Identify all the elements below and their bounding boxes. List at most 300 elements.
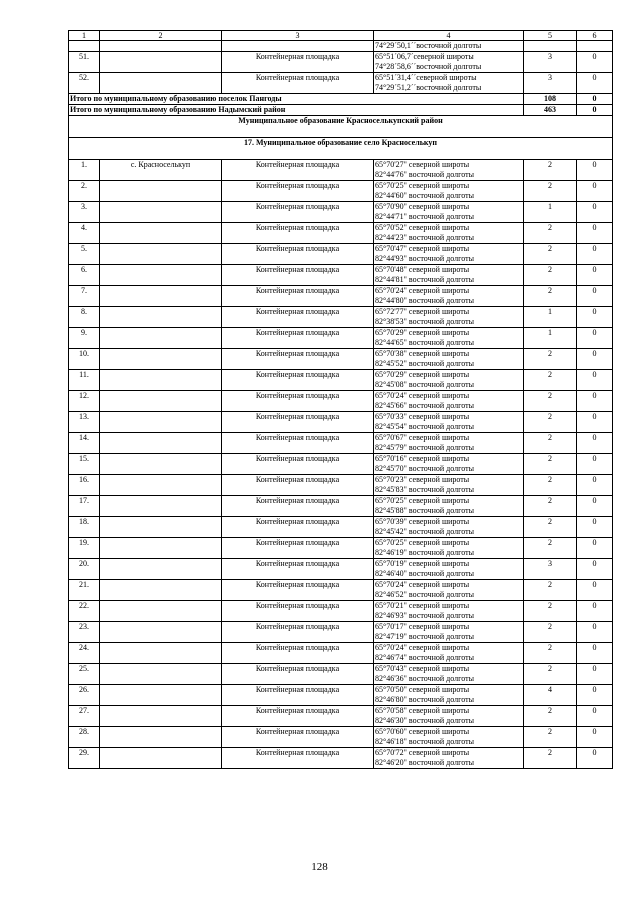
- site-type-cell: Контейнерная площадка: [222, 538, 374, 559]
- row-number: 26.: [69, 685, 100, 706]
- settlement-cell: [100, 580, 222, 601]
- settlement-cell: [100, 52, 222, 73]
- container-count-cell: 2: [524, 643, 577, 664]
- row-number: 2.: [69, 181, 100, 202]
- table-row: [69, 748, 613, 769]
- site-type-cell: Контейнерная площадка: [222, 244, 374, 265]
- longitude-text: 82°46'93" восточной долготы: [375, 611, 474, 620]
- container-count-cell: 1: [524, 328, 577, 349]
- row-number: 4.: [69, 223, 100, 244]
- subsection-row: [69, 138, 613, 160]
- coordinates-cell: [374, 475, 524, 496]
- settlement-cell: [100, 496, 222, 517]
- container-volume-cell: 0: [577, 748, 613, 769]
- longitude-text: 82°45'52" восточной долготы: [375, 359, 474, 368]
- settlement-cell: [100, 664, 222, 685]
- table-row: [69, 580, 613, 601]
- container-volume-cell: 0: [577, 685, 613, 706]
- row-number: 14.: [69, 433, 100, 454]
- site-type-cell: Контейнерная площадка: [222, 643, 374, 664]
- settlement-cell: [100, 538, 222, 559]
- container-count-cell: 3: [524, 73, 577, 94]
- latitude-text: 65°70'24" северной широты: [375, 643, 470, 652]
- longitude-text: 82°44'23" восточной долготы: [375, 233, 474, 242]
- settlement-cell: [100, 727, 222, 748]
- longitude-text: 82°45'83" восточной долготы: [375, 485, 474, 494]
- table-row: [69, 181, 613, 202]
- site-type-cell: Контейнерная площадка: [222, 181, 374, 202]
- row-number: 3.: [69, 202, 100, 223]
- row-number: 19.: [69, 538, 100, 559]
- container-volume-cell: 0: [577, 433, 613, 454]
- latitude-text: 65°70'29" северной широты: [375, 370, 470, 379]
- site-type-cell: Контейнерная площадка: [222, 52, 374, 73]
- container-count-cell: 2: [524, 370, 577, 391]
- latitude-text: 65°70'24" северной широты: [375, 391, 470, 400]
- table-row: [69, 160, 613, 181]
- page-number: 128: [311, 861, 328, 873]
- row-number: 16.: [69, 475, 100, 496]
- site-type-cell: Контейнерная площадка: [222, 307, 374, 328]
- container-count-cell: 3: [524, 52, 577, 73]
- row-number: 9.: [69, 328, 100, 349]
- container-volume-cell: 0: [577, 622, 613, 643]
- row-number: 5.: [69, 244, 100, 265]
- site-type-cell: Контейнерная площадка: [222, 685, 374, 706]
- container-count-cell: 2: [524, 496, 577, 517]
- site-type-cell: Контейнерная площадка: [222, 73, 374, 94]
- coordinates-cell: [374, 349, 524, 370]
- table-row: [69, 202, 613, 223]
- latitude-text: 65°70'23" северной широты: [375, 475, 470, 484]
- coordinates-cell: [374, 517, 524, 538]
- latitude-text: 65°70'90" северной широты: [375, 202, 470, 211]
- longitude-text: 82°45'88" восточной долготы: [375, 506, 474, 515]
- container-volume-cell: 0: [577, 181, 613, 202]
- coordinates-cell: [374, 391, 524, 412]
- container-count-cell: 2: [524, 748, 577, 769]
- container-count-cell: [524, 41, 577, 52]
- total-volume: 0: [577, 94, 613, 105]
- settlement-cell: [100, 559, 222, 580]
- latitude-text: 65°70'24" северной широты: [375, 286, 470, 295]
- total-row: [69, 105, 613, 116]
- longitude-text: 82°44'65" восточной долготы: [375, 338, 474, 347]
- container-volume-cell: 0: [577, 412, 613, 433]
- container-volume-cell: 0: [577, 328, 613, 349]
- container-volume-cell: 0: [577, 160, 613, 181]
- longitude-text: 82°46'19" восточной долготы: [375, 548, 474, 557]
- container-volume-cell: 0: [577, 391, 613, 412]
- container-count-cell: 2: [524, 622, 577, 643]
- row-number: [69, 41, 100, 52]
- row-number: 17.: [69, 496, 100, 517]
- row-number: 24.: [69, 643, 100, 664]
- coordinates-cell: [374, 685, 524, 706]
- coordinates-cell: [374, 706, 524, 727]
- container-volume-cell: 0: [577, 52, 613, 73]
- longitude-text: 82°45'08" восточной долготы: [375, 380, 474, 389]
- container-volume-cell: 0: [577, 727, 613, 748]
- container-volume-cell: 0: [577, 349, 613, 370]
- table-row: [69, 643, 613, 664]
- table-row: [69, 286, 613, 307]
- longitude-text: 82°38'53" восточной долготы: [375, 317, 474, 326]
- table-row: [69, 622, 613, 643]
- site-type-cell: Контейнерная площадка: [222, 412, 374, 433]
- coordinates-cell: [374, 160, 524, 181]
- longitude-text: 82°44'80" восточной долготы: [375, 296, 474, 305]
- row-number: 10.: [69, 349, 100, 370]
- section-title: Муниципальное образование Красноселькупский район: [69, 116, 613, 138]
- latitude-text: 65°70'27" северной широты: [375, 160, 470, 169]
- container-count-cell: 1: [524, 307, 577, 328]
- coordinates-cell: [374, 643, 524, 664]
- row-number: 25.: [69, 664, 100, 685]
- longitude-text: 82°44'71" восточной долготы: [375, 212, 474, 221]
- longitude-text: 82°46'30" восточной долготы: [375, 716, 474, 725]
- site-type-cell: Контейнерная площадка: [222, 370, 374, 391]
- table-row: [69, 73, 613, 94]
- settlement-cell: [100, 622, 222, 643]
- container-count-cell: 2: [524, 475, 577, 496]
- row-number: 22.: [69, 601, 100, 622]
- container-count-cell: 2: [524, 433, 577, 454]
- row-number: 27.: [69, 706, 100, 727]
- table-row: [69, 538, 613, 559]
- table-row: [69, 349, 613, 370]
- row-number: 15.: [69, 454, 100, 475]
- settlement-cell: [100, 307, 222, 328]
- container-volume-cell: 0: [577, 307, 613, 328]
- total-label: Итого по муниципальному образованию Надымский район: [69, 105, 524, 116]
- settlement-cell: [100, 265, 222, 286]
- site-type-cell: Контейнерная площадка: [222, 664, 374, 685]
- coordinates-cell: [374, 286, 524, 307]
- site-type-cell: Контейнерная площадка: [222, 601, 374, 622]
- site-type-cell: Контейнерная площадка: [222, 160, 374, 181]
- container-count-cell: 3: [524, 559, 577, 580]
- container-volume-cell: 0: [577, 496, 613, 517]
- container-volume-cell: 0: [577, 244, 613, 265]
- settlement-cell: [100, 412, 222, 433]
- total-label: Итого по муниципальному образованию поселок Пангоды: [69, 94, 524, 105]
- table-row: [69, 601, 613, 622]
- latitude-text: 65°70'67" северной широты: [375, 433, 470, 442]
- latitude-text: 65°70'38" северной широты: [375, 349, 470, 358]
- latitude-text: 65°51´31,4´´северной широты: [375, 73, 477, 82]
- container-volume-cell: 0: [577, 580, 613, 601]
- table-row: [69, 265, 613, 286]
- site-type-cell: Контейнерная площадка: [222, 727, 374, 748]
- section-row: [69, 116, 613, 138]
- settlement-cell: [100, 706, 222, 727]
- site-type-cell: Контейнерная площадка: [222, 454, 374, 475]
- site-type-cell: Контейнерная площадка: [222, 622, 374, 643]
- site-type-cell: Контейнерная площадка: [222, 748, 374, 769]
- latitude-text: 65°70'19" северной широты: [375, 559, 470, 568]
- latitude-text: 65°51´06,7´северной широты: [375, 52, 474, 61]
- latitude-text: 65°70'25" северной широты: [375, 496, 470, 505]
- row-number: 52.: [69, 73, 100, 94]
- latitude-text: 65°70'72" северной широты: [375, 748, 470, 757]
- settlement-cell: [100, 517, 222, 538]
- latitude-text: 65°70'29" северной широты: [375, 328, 470, 337]
- column-number: 2: [100, 31, 222, 41]
- coordinates-cell: [374, 748, 524, 769]
- latitude-text: 65°70'25" северной широты: [375, 538, 470, 547]
- table-row: [69, 412, 613, 433]
- site-type-cell: Контейнерная площадка: [222, 265, 374, 286]
- total-volume: 0: [577, 105, 613, 116]
- container-count-cell: 2: [524, 727, 577, 748]
- latitude-text: 65°70'17" северной широты: [375, 622, 470, 631]
- total-count: 108: [524, 94, 577, 105]
- site-type-cell: Контейнерная площадка: [222, 496, 374, 517]
- latitude-text: 65°70'39" северной широты: [375, 517, 470, 526]
- container-volume-cell: 0: [577, 454, 613, 475]
- longitude-text: 82°46'80" восточной долготы: [375, 695, 474, 704]
- settlement-cell: [100, 433, 222, 454]
- site-type-cell: Контейнерная площадка: [222, 328, 374, 349]
- longitude-text: 74°29´51,2´´восточной долготы: [375, 83, 482, 92]
- longitude-text: 82°46'36" восточной долготы: [375, 674, 474, 683]
- row-number: 13.: [69, 412, 100, 433]
- settlement-cell: [100, 391, 222, 412]
- table-row: [69, 475, 613, 496]
- container-volume-cell: 0: [577, 664, 613, 685]
- container-volume-cell: 0: [577, 370, 613, 391]
- row-number: 12.: [69, 391, 100, 412]
- table-row: [69, 41, 613, 52]
- site-type-cell: Контейнерная площадка: [222, 580, 374, 601]
- container-count-cell: 2: [524, 265, 577, 286]
- row-number: 7.: [69, 286, 100, 307]
- table-body: [69, 31, 613, 769]
- latitude-text: 65°70'48" северной широты: [375, 265, 470, 274]
- longitude-text: 82°45'42" восточной долготы: [375, 527, 474, 536]
- settlement-cell: [100, 181, 222, 202]
- table-row: [69, 52, 613, 73]
- site-type-cell: Контейнерная площадка: [222, 706, 374, 727]
- latitude-text: 65°72'77" северной широты: [375, 307, 470, 316]
- container-volume-cell: 0: [577, 517, 613, 538]
- site-type-cell: [222, 41, 374, 52]
- coordinates-cell: [374, 622, 524, 643]
- latitude-text: 65°70'25" северной широты: [375, 181, 470, 190]
- settlement-cell: [100, 601, 222, 622]
- longitude-text: 82°44'81" восточной долготы: [375, 275, 474, 284]
- container-count-cell: 1: [524, 202, 577, 223]
- settlement-cell: [100, 286, 222, 307]
- row-number: 21.: [69, 580, 100, 601]
- coordinates-cell: [374, 580, 524, 601]
- site-type-cell: Контейнерная площадка: [222, 559, 374, 580]
- site-type-cell: Контейнерная площадка: [222, 202, 374, 223]
- settlement-cell: [100, 41, 222, 52]
- table-row: [69, 370, 613, 391]
- longitude-text: 82°46'20" восточной долготы: [375, 758, 474, 767]
- longitude-text: 82°46'18" восточной долготы: [375, 737, 474, 746]
- row-number: 6.: [69, 265, 100, 286]
- container-volume-cell: 0: [577, 559, 613, 580]
- column-number: 5: [524, 31, 577, 41]
- coordinates-cell: [374, 244, 524, 265]
- site-type-cell: Контейнерная площадка: [222, 433, 374, 454]
- latitude-text: 65°70'58" северной широты: [375, 706, 470, 715]
- settlement-cell: [100, 685, 222, 706]
- container-count-cell: 2: [524, 412, 577, 433]
- container-count-cell: 4: [524, 685, 577, 706]
- coordinates-cell: [374, 454, 524, 475]
- total-count: 463: [524, 105, 577, 116]
- settlement-cell: [100, 73, 222, 94]
- container-count-cell: 2: [524, 286, 577, 307]
- coordinates-cell: [374, 559, 524, 580]
- site-type-cell: Контейнерная площадка: [222, 223, 374, 244]
- container-volume-cell: 0: [577, 706, 613, 727]
- latitude-text: 65°70'24" северной широты: [375, 580, 470, 589]
- container-volume-cell: 0: [577, 265, 613, 286]
- row-number: 8.: [69, 307, 100, 328]
- longitude-text: 82°44'76" восточной долготы: [375, 170, 474, 179]
- latitude-text: 65°70'21" северной широты: [375, 601, 470, 610]
- settlement-cell: [100, 244, 222, 265]
- longitude-text: 82°46'74" восточной долготы: [375, 653, 474, 662]
- container-count-cell: 2: [524, 454, 577, 475]
- longitude-text: 82°46'40" восточной долготы: [375, 569, 474, 578]
- table-row: [69, 433, 613, 454]
- latitude-text: 65°70'16" северной широты: [375, 454, 470, 463]
- row-number: 23.: [69, 622, 100, 643]
- coordinates-cell: [374, 496, 524, 517]
- row-number: 18.: [69, 517, 100, 538]
- site-type-cell: Контейнерная площадка: [222, 517, 374, 538]
- coordinates-cell: [374, 181, 524, 202]
- longitude-text: 82°44'60" восточной долготы: [375, 191, 474, 200]
- coordinates-cell: [374, 328, 524, 349]
- row-number: 28.: [69, 727, 100, 748]
- container-count-cell: 2: [524, 580, 577, 601]
- coordinates-cell: [374, 73, 524, 94]
- coordinates-cell: [374, 202, 524, 223]
- settlement-cell: [100, 643, 222, 664]
- coordinates-cell: [374, 265, 524, 286]
- column-number-row: [69, 31, 613, 41]
- settlement-cell: [100, 748, 222, 769]
- container-count-cell: 2: [524, 517, 577, 538]
- coordinates-cell: [374, 41, 524, 52]
- table-row: [69, 517, 613, 538]
- column-number: 3: [222, 31, 374, 41]
- coordinates-cell: [374, 223, 524, 244]
- container-volume-cell: 0: [577, 601, 613, 622]
- container-count-cell: 2: [524, 160, 577, 181]
- container-volume-cell: 0: [577, 73, 613, 94]
- table-row: [69, 307, 613, 328]
- settlement-cell: с. Красноселькуп: [100, 160, 222, 181]
- container-volume-cell: 0: [577, 223, 613, 244]
- table-row: [69, 391, 613, 412]
- coordinates-cell: [374, 52, 524, 73]
- table-row: [69, 223, 613, 244]
- table-row: [69, 496, 613, 517]
- coordinates-cell: [374, 370, 524, 391]
- longitude-text: 82°47'19" восточной долготы: [375, 632, 474, 641]
- settlement-cell: [100, 202, 222, 223]
- settlement-cell: [100, 370, 222, 391]
- latitude-text: 65°70'60" северной широты: [375, 727, 470, 736]
- site-type-cell: Контейнерная площадка: [222, 286, 374, 307]
- table-row: [69, 244, 613, 265]
- latitude-text: 74°29´50,1´´восточной долготы: [375, 41, 482, 50]
- total-row: [69, 94, 613, 105]
- container-volume-cell: 0: [577, 202, 613, 223]
- container-volume-cell: 0: [577, 286, 613, 307]
- row-number: 51.: [69, 52, 100, 73]
- latitude-text: 65°70'43" северной широты: [375, 664, 470, 673]
- latitude-text: 65°70'47" северной широты: [375, 244, 470, 253]
- container-volume-cell: 0: [577, 475, 613, 496]
- settlement-cell: [100, 475, 222, 496]
- latitude-text: 65°70'50" северной широты: [375, 685, 470, 694]
- longitude-text: 82°46'52" восточной долготы: [375, 590, 474, 599]
- container-volume-cell: 0: [577, 538, 613, 559]
- row-number: 11.: [69, 370, 100, 391]
- container-count-cell: 2: [524, 181, 577, 202]
- longitude-text: 82°44'93" восточной долготы: [375, 254, 474, 263]
- settlement-cell: [100, 328, 222, 349]
- coordinates-cell: [374, 727, 524, 748]
- container-volume-cell: [577, 41, 613, 52]
- latitude-text: 65°70'33" северной широты: [375, 412, 470, 421]
- container-count-cell: 2: [524, 706, 577, 727]
- container-count-cell: 2: [524, 391, 577, 412]
- row-number: 20.: [69, 559, 100, 580]
- table-row: [69, 706, 613, 727]
- site-type-cell: Контейнерная площадка: [222, 349, 374, 370]
- latitude-text: 65°70'52" северной широты: [375, 223, 470, 232]
- container-count-cell: 2: [524, 349, 577, 370]
- container-sites-table: [68, 30, 613, 769]
- column-number: 6: [577, 31, 613, 41]
- settlement-cell: [100, 349, 222, 370]
- settlement-cell: [100, 454, 222, 475]
- coordinates-cell: [374, 412, 524, 433]
- coordinates-cell: [374, 664, 524, 685]
- table-row: [69, 454, 613, 475]
- container-count-cell: 2: [524, 601, 577, 622]
- container-count-cell: 2: [524, 223, 577, 244]
- longitude-text: 82°45'70" восточной долготы: [375, 464, 474, 473]
- longitude-text: 74°28´58,6´´восточной долготы: [375, 62, 482, 71]
- container-count-cell: 2: [524, 664, 577, 685]
- container-count-cell: 2: [524, 538, 577, 559]
- subsection-title: 17. Муниципальное образование село Красноселькуп: [69, 138, 613, 160]
- table-row: [69, 559, 613, 580]
- longitude-text: 82°45'79" восточной долготы: [375, 443, 474, 452]
- site-type-cell: Контейнерная площадка: [222, 391, 374, 412]
- table-row: [69, 664, 613, 685]
- row-number: 29.: [69, 748, 100, 769]
- column-number: 4: [374, 31, 524, 41]
- longitude-text: 82°45'54" восточной долготы: [375, 422, 474, 431]
- table-row: [69, 328, 613, 349]
- coordinates-cell: [374, 601, 524, 622]
- coordinates-cell: [374, 433, 524, 454]
- coordinates-cell: [374, 307, 524, 328]
- container-volume-cell: 0: [577, 643, 613, 664]
